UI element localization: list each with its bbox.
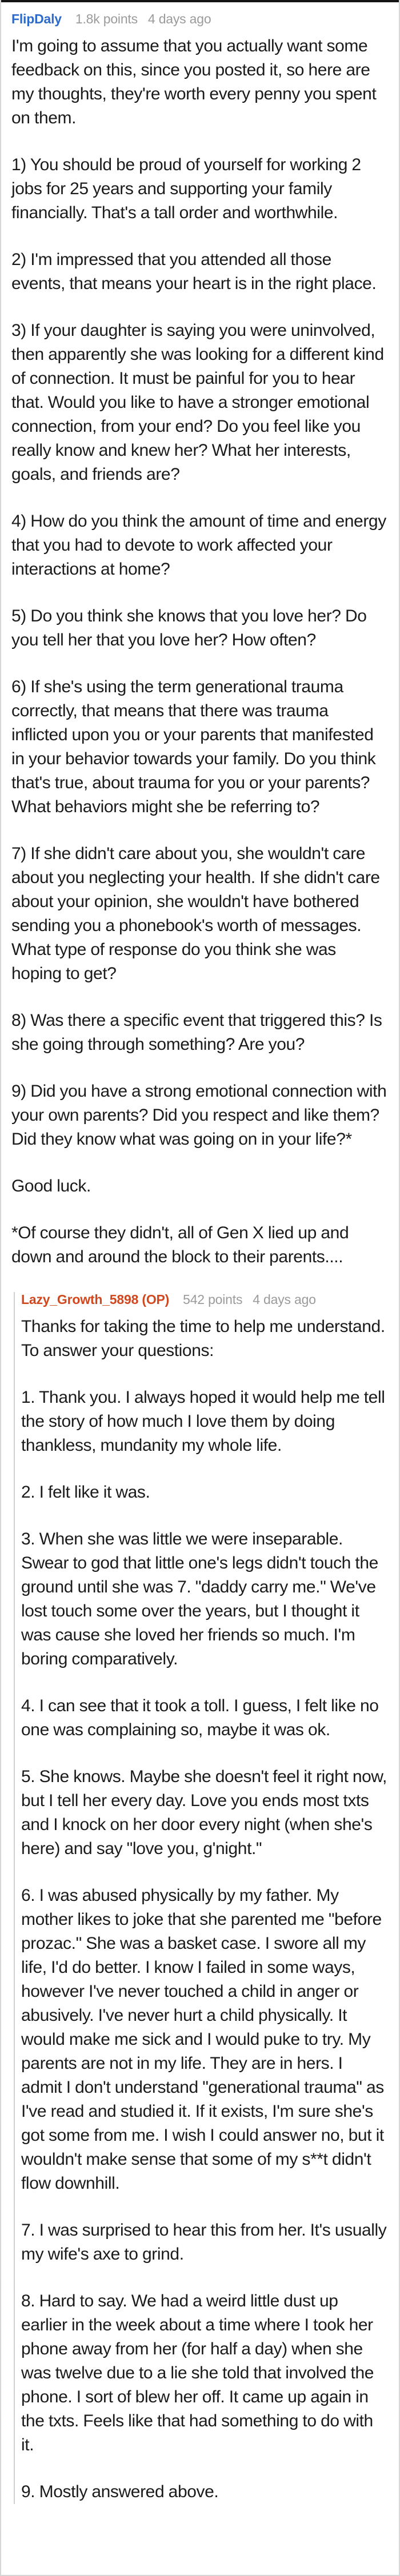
comment-points: 542 points	[183, 1292, 243, 1307]
comment-paragraph: 1) You should be proud of yourself for working 2 jobs for 25 years and supporting your family financially. That's a tall order and worthwhile.	[11, 155, 361, 222]
comment-body	[21, 1315, 387, 2504]
comment-paragraph: 9. Mostly answered above.	[21, 2482, 219, 2501]
comment-paragraph: I'm going to assume that you actually want some feedback on this, since you posted it, so here are my thoughts, they're worth every penny you spent on them.	[11, 37, 377, 127]
comment-paragraph: 2. I felt like it was.	[21, 1483, 150, 1502]
comment-paragraph: 7. I was surprised to hear this from her. It's usually my wife's axe to grind.	[21, 2221, 387, 2264]
comment-paragraph: 3) If your daughter is saying you were uninvolved, then apparently she was looking for a different kind of connection. It must be painful for you to hear that. Would you like to have a stronger emotional connection, from your end? Do you feel like you really know and knew her? What her interests, goals, and friends are?	[11, 321, 384, 484]
comment-paragraph: 2) I'm impressed that you attended all those events, that means your heart is in the right place.	[11, 250, 377, 293]
comment-paragraph: 5) Do you think she knows that you love her? Do you tell her that you love her? How often?	[11, 607, 367, 649]
comment-op-reply	[14, 1292, 387, 2504]
comment-paragraph: 3. When she was little we were inseparable. Swear to god that little one's legs didn't touch the ground until she was 7. "daddy carry me." We've lost touch some over the years, but I thought it was cause she loved her friends so much. I'm boring comparatively.	[21, 1530, 378, 1668]
comment-meta-row	[11, 11, 387, 26]
comment-author-link-op[interactable]: Lazy_Growth_5898 (OP)	[21, 1292, 170, 1307]
comment-paragraph: 9) Did you have a strong emotional connection with your own parents? Did you respect and like them? Did they know what was going on in your life?*	[11, 1082, 387, 1149]
comment-paragraph: 4. I can see that it took a toll. I guess, I felt like no one was complaining so, maybe it was ok.	[21, 1696, 379, 1739]
comment-paragraph: 6) If she's using the term generational trauma correctly, that means that there was trauma inflicted upon you or your parents that manifested in your behavior towards your family. Do you think that's true, about trauma for you or your parents? What behaviors might she be referring to?	[11, 677, 376, 816]
comment-paragraph: *Of course they didn't, all of Gen X lied up and down and around the block to their parents....	[11, 1223, 349, 1266]
comment-paragraph: 1. Thank you. I always hoped it would help me tell the story of how much I love them by doing thankless, mundanity my whole life.	[21, 1388, 385, 1455]
comment-paragraph: Good luck.	[11, 1177, 91, 1195]
comment-paragraph: 8. Hard to say. We had a weird little dust up earlier in the week about a time where I took her phone away from her (for half a day) when she was twelve due to a lie she told that involved the phone. I sort of blew her off. It came up again in the txts. Feels like that had something to do with it.	[21, 2292, 374, 2454]
comment-points: 1.8k points	[75, 11, 138, 26]
comment-paragraph: 7) If she didn't care about you, she wouldn't care about you neglecting your health. If she didn't care about your opinion, she wouldn't have bothered sending you a phonebook's worth of messages. What type of response do you think she was hoping to get?	[11, 844, 380, 983]
comment-paragraph: 6. I was abused physically by my father. My mother likes to joke that she parented me "before prozac." She was a basket case. I swore all my life, I'd do better. I know I failed in some ways, however I've never touched a child in anger or abusively. I've never hurt a child physically. It would make me sick and I would puke to try. My parents are not in my life. They are in hers. I admit I don't understand "generational trauma" as I've read and studied it. If it exists, I'm sure she's got some from me. I wish I could answer no, but it wouldn't make sense that some of my s**t didn't flow downhill.	[21, 1886, 384, 2193]
comment-timestamp: 4 days ago	[253, 1292, 316, 1307]
comment-meta-row	[21, 1292, 387, 1307]
comment-paragraph: 5. She knows. Maybe she doesn't feel it right now, but I tell her every day. Love you ends most txts and I knock on her door every night (when she's here) and say "love you, g'night."	[21, 1767, 387, 1858]
comment-timestamp: 4 days ago	[147, 11, 211, 26]
comment-paragraph: 8) Was there a specific event that triggered this? Is she going through something? Are you?	[11, 1011, 382, 1054]
comment-paragraph: Thanks for taking the time to help me understand. To answer your questions:	[21, 1317, 385, 1360]
comment-top-level	[1, 2, 399, 2504]
comment-body	[11, 34, 387, 1269]
comment-author-link[interactable]: FlipDaly	[11, 11, 62, 26]
comment-paragraph: 4) How do you think the amount of time and energy that you had to devote to work affected your interactions at home?	[11, 512, 386, 579]
